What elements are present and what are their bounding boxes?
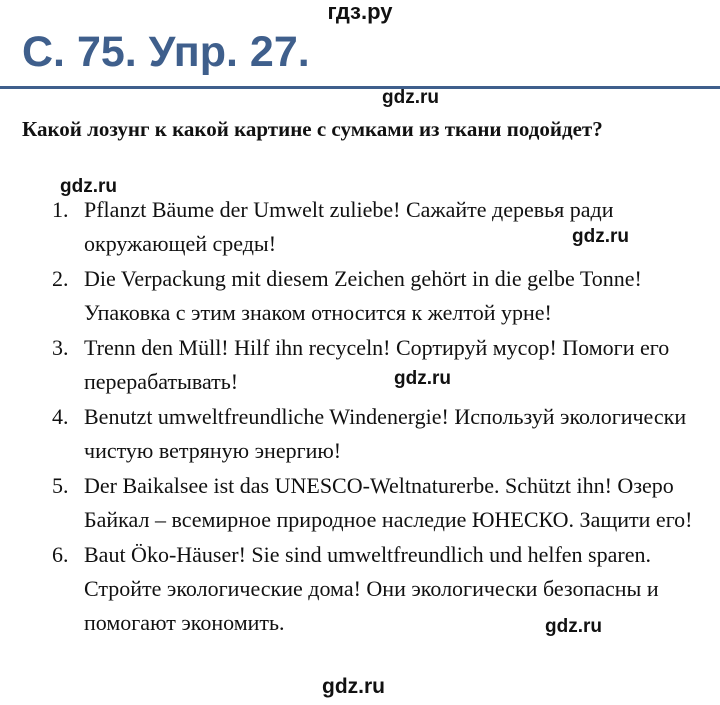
list-item-text: Pflanzt Bäume der Umwelt zuliebe! Сажайте деревья ради окружающей среды! <box>84 197 614 256</box>
slogan-list <box>0 193 720 641</box>
list-item-text: Die Verpackung mit diesem Zeichen gehört in die gelbe Tonne! Упаковка с этим знаком относится к желтой урне! <box>84 266 642 325</box>
watermark-lower-right: gdz.ru <box>545 616 602 637</box>
watermark-bottom: gdz.ru <box>322 675 385 698</box>
list-item-number: 6. <box>52 542 69 567</box>
list-item <box>0 400 704 468</box>
site-watermark-top: гдз.ру <box>327 0 393 24</box>
heading-divider <box>0 86 720 89</box>
list-item-number: 5. <box>52 473 69 498</box>
watermark-right: gdz.ru <box>572 226 629 247</box>
watermark-middle: gdz.ru <box>394 368 451 389</box>
watermark-left: gdz.ru <box>60 176 117 197</box>
page-title: С. 75. Упр. 27. <box>22 28 310 76</box>
list-item-number: 1. <box>52 197 69 222</box>
list-item-number: 3. <box>52 335 69 360</box>
list-item <box>0 469 704 537</box>
watermark-under-heading: gdz.ru <box>382 87 439 108</box>
list-item-number: 2. <box>52 266 69 291</box>
list-item <box>0 262 704 330</box>
list-item-text: Benutzt umweltfreundliche Windenergie! Используй экологически чистую ветряную энергию! <box>84 404 687 463</box>
list-item-text: Der Baikalsee ist das UNESCO-Weltnaturerbe. Schützt ihn! Озеро Байкал – всемирное природное наследие ЮНЕСКО. Защити его! <box>84 473 693 532</box>
list-item <box>0 331 704 399</box>
list-item-number: 4. <box>52 404 69 429</box>
list-item-text: Trenn den Müll! Hilf ihn recyceln! Сортируй мусор! Помоги его перерабатывать! <box>84 335 670 394</box>
list-item-text: Baut Öko-Häuser! Sie sind umweltfreundlich und helfen sparen. Стройте экологические дома! Они экологически безопасны и помогают экономить. <box>84 542 659 635</box>
question-text: Какой лозунг к какой картине с сумками из ткани подойдет? <box>22 117 603 141</box>
